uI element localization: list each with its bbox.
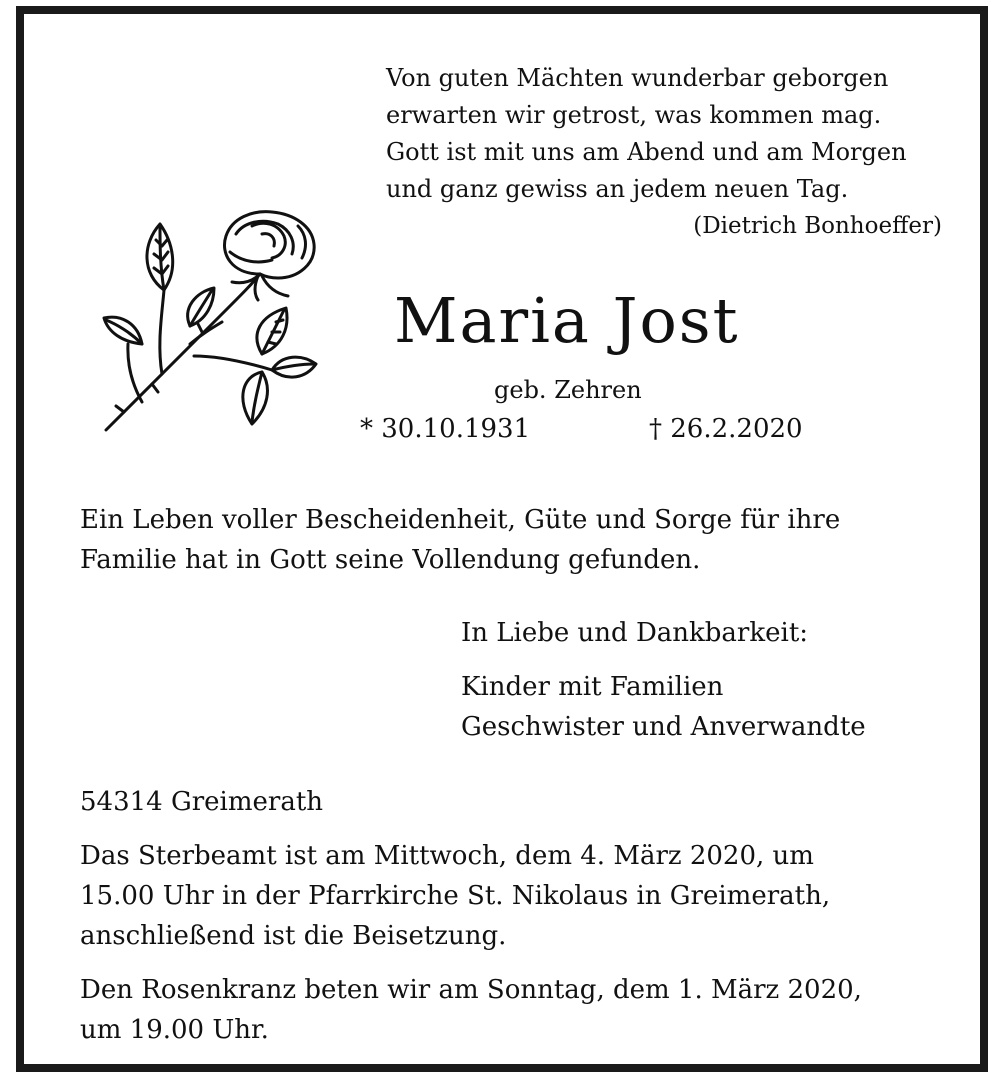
maiden-name: geb. Zehren bbox=[494, 376, 642, 404]
rose-branch bbox=[194, 356, 272, 370]
quote-author: (Dietrich Bonhoeffer) bbox=[693, 213, 942, 239]
rose-branch bbox=[160, 290, 164, 374]
rosary-line: Den Rosenkranz beten wir am Sonntag, dem 1. März 2020, bbox=[80, 975, 862, 1005]
obituary-frame bbox=[16, 6, 988, 1072]
death-date: † 26.2.2020 bbox=[649, 414, 803, 444]
rose-icon bbox=[102, 204, 322, 444]
deceased-name: Maria Jost bbox=[394, 284, 740, 357]
mourner-group: Geschwister und Anverwandte bbox=[461, 712, 866, 742]
rose-branch bbox=[128, 344, 142, 402]
bonhoeffer-quote bbox=[386, 60, 942, 245]
rosary-info bbox=[80, 970, 960, 1050]
birth-date: * 30.10.1931 bbox=[360, 414, 531, 444]
funeral-service-info bbox=[80, 836, 960, 956]
signoff-intro: In Liebe und Dankbarkeit: bbox=[461, 618, 809, 648]
service-line: Das Sterbeamt ist am Mittwoch, dem 4. März 2020, um bbox=[80, 841, 814, 871]
signoff-names bbox=[461, 667, 866, 747]
tribute-line: Familie hat in Gott seine Vollendung gefunden. bbox=[80, 545, 701, 575]
quote-line: und ganz gewiss an jedem neuen Tag. bbox=[386, 175, 849, 203]
quote-line: erwarten wir getrost, was kommen mag. bbox=[386, 101, 882, 129]
service-line: 15.00 Uhr in der Pfarrkirche St. Nikolaus in Greimerath, bbox=[80, 881, 831, 911]
rosary-line: um 19.00 Uhr. bbox=[80, 1015, 269, 1045]
quote-line: Gott ist mit uns am Abend und am Morgen bbox=[386, 138, 907, 166]
tribute-line: Ein Leben voller Bescheidenheit, Güte und Sorge für ihre bbox=[80, 505, 841, 535]
service-line: anschließend ist die Beisetzung. bbox=[80, 921, 507, 951]
location: 54314 Greimerath bbox=[80, 787, 324, 817]
quote-line: Von guten Mächten wunderbar geborgen bbox=[386, 64, 889, 92]
mourner-group: Kinder mit Familien bbox=[461, 672, 724, 702]
tribute-text bbox=[80, 500, 960, 580]
